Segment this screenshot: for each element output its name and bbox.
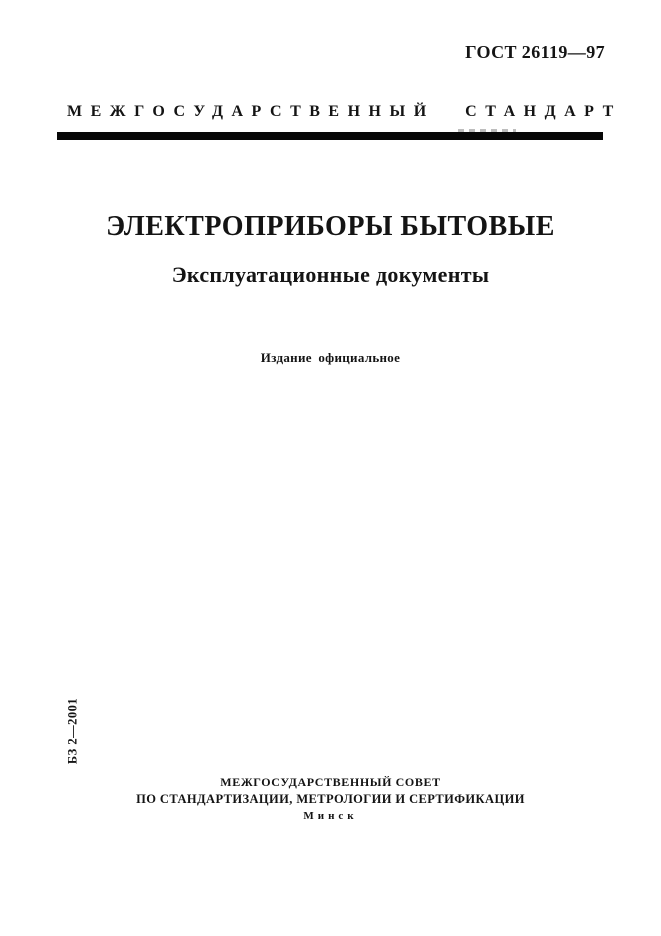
header-rule (57, 132, 603, 140)
edition-note: Издание официальное (260, 350, 401, 365)
side-code-vertical: БЗ 2—2001 (65, 697, 80, 765)
footer-council-line2: ПО СТАНДАРТИЗАЦИИ, МЕТРОЛОГИИ И СЕРТИФИКАЦИИ (136, 792, 525, 806)
standard-type-label: МЕЖГОСУДАРСТВЕННЫЙ СТАНДАРТ (67, 103, 622, 120)
standard-number: ГОСТ 26119—97 (465, 42, 605, 62)
document-title: ЭЛЕКТРОПРИБОРЫ БЫТОВЫЕ (106, 211, 555, 242)
footer-council-line1: МЕЖГОСУДАРСТВЕННЫЙ СОВЕТ (220, 775, 441, 789)
footer-city: Минск (303, 810, 358, 822)
document-subtitle: Эксплуатационные документы (171, 262, 490, 287)
footer-block (0, 774, 661, 825)
